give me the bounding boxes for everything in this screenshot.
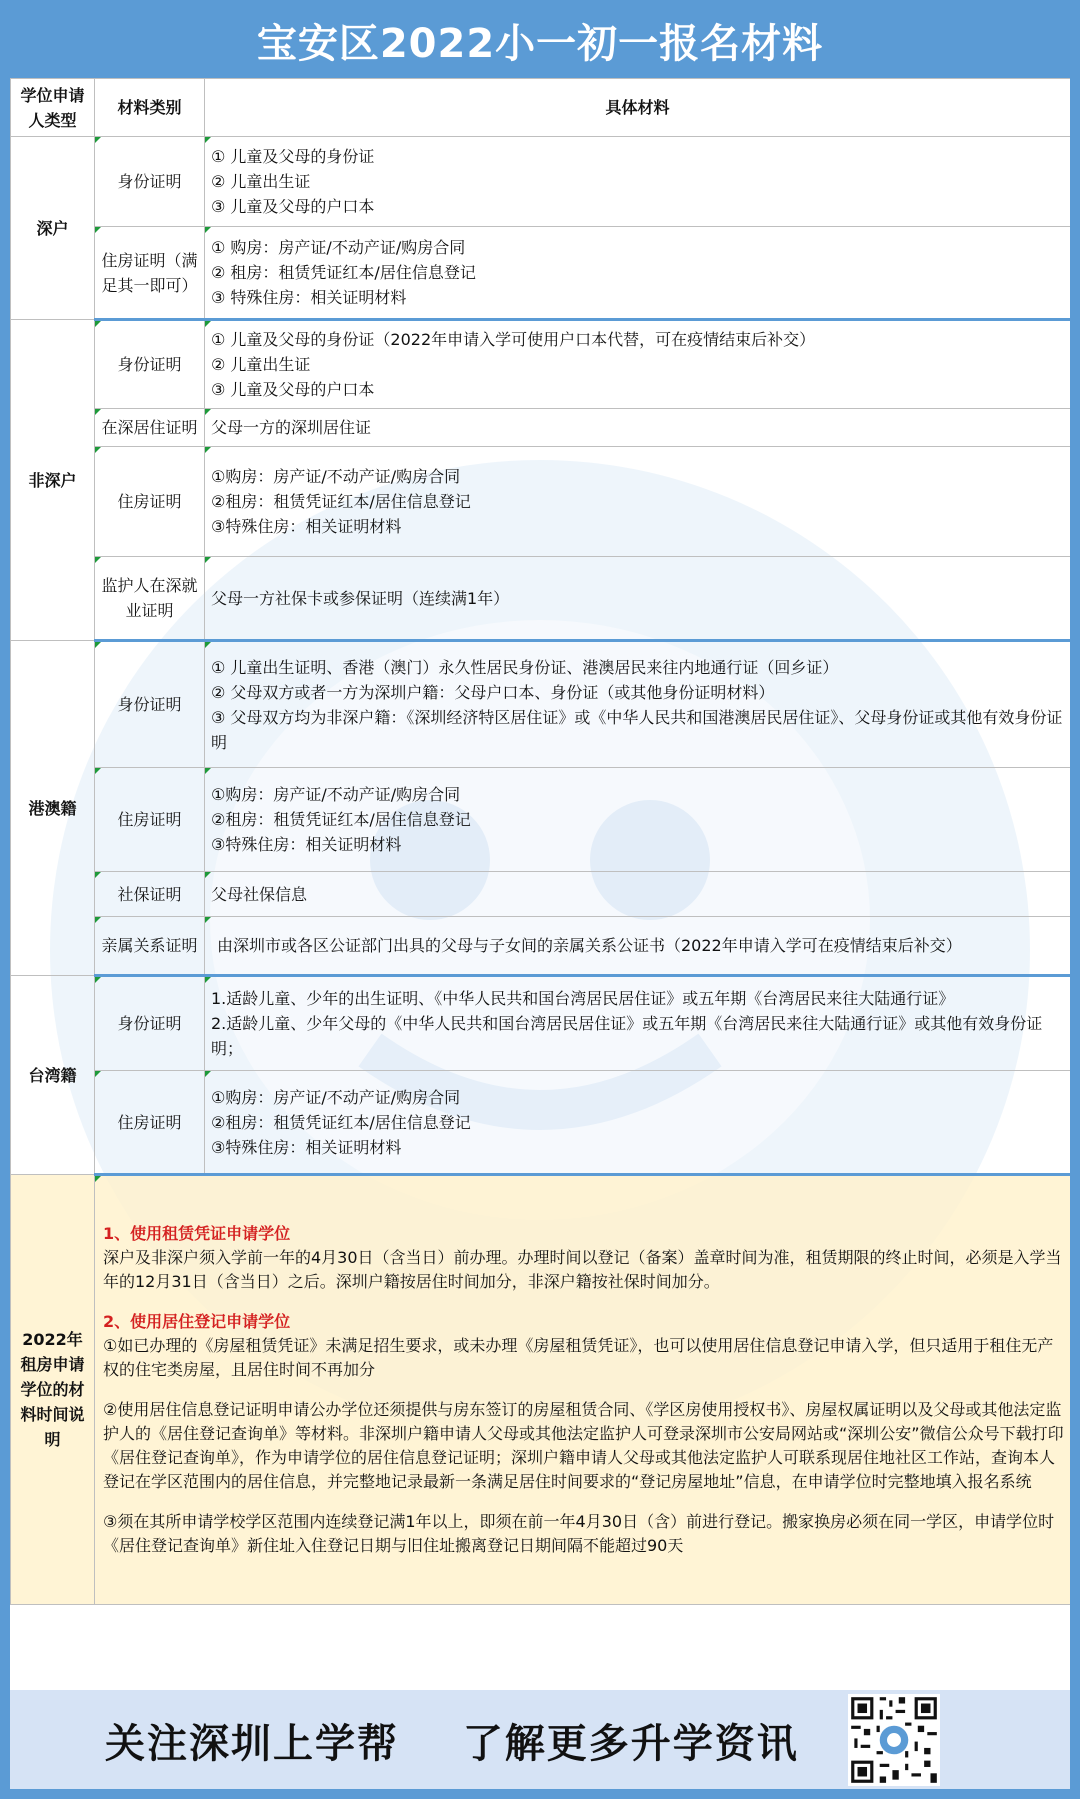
detail-line: ①购房：房产证/不动产证/购房合同	[211, 1087, 461, 1107]
category-cell: 住房证明（满足其一即可）	[95, 227, 205, 320]
detail-line: ③ 儿童及父母的户口本	[211, 380, 375, 399]
detail-line: ③特殊住房：相关证明材料	[211, 517, 402, 536]
footer-follow: 关注深圳上学帮	[105, 1721, 399, 1767]
detail-cell	[205, 976, 1071, 1071]
detail-line: 2.适龄儿童、少年父母的《中华人民共和国台湾居民居住证》或五年期《台湾居民来往大陆通行证》或其他有效身份证明；	[211, 1014, 1043, 1058]
category-cell: 亲属关系证明	[95, 917, 205, 976]
note-paragraph: ③须在其所申请学校学区范围内连续登记满1年以上，即须在前一年4月30日（含）前进行登记。搬家换房必须在同一学区，申请学位时《居住登记查询单》新住址入住登记日期与旧住址搬离登记日期间隔不能超过90天	[103, 1512, 1055, 1555]
category-cell: 住房证明	[95, 1071, 205, 1175]
table-header-row	[11, 79, 1071, 137]
table-row	[11, 872, 1071, 917]
detail-line: ① 购房：房产证/不动产证/购房合同	[211, 238, 466, 257]
detail-cell	[205, 137, 1071, 227]
category-cell: 住房证明	[95, 768, 205, 872]
detail-line: ③特殊住房：相关证明材料	[211, 835, 402, 854]
detail-line: ① 儿童及父母的身份证	[211, 147, 375, 166]
detail-line: ②租房：租赁凭证红本/居住信息登记	[211, 810, 471, 829]
header-details: 具体材料	[205, 79, 1071, 137]
table-row	[11, 768, 1071, 872]
detail-line: 由深圳市或各区公证部门出具的父母与子女间的亲属关系公证书（2022年申请入学可在疫情结束后补交）	[217, 936, 962, 955]
applicant-type-cell: 深户	[11, 137, 95, 320]
table-row	[11, 641, 1071, 768]
table-row	[11, 409, 1071, 447]
applicant-type-cell: 非深户	[11, 320, 95, 641]
detail-line: ③ 儿童及父母的户口本	[211, 197, 375, 216]
detail-cell	[205, 768, 1071, 872]
rental-note-row	[11, 1175, 1071, 1605]
detail-line: ③ 特殊住房：相关证明材料	[211, 288, 407, 307]
detail-cell	[205, 447, 1071, 557]
category-cell: 身份证明	[95, 320, 205, 409]
category-cell: 住房证明	[95, 447, 205, 557]
table-row	[11, 976, 1071, 1071]
note-title-cell: 2022年租房申请学位的材料时间说明	[11, 1175, 95, 1605]
detail-line: 父母社保信息	[211, 884, 308, 904]
table-row	[11, 557, 1071, 641]
detail-line: ② 租房：租赁凭证红本/居住信息登记	[211, 263, 476, 282]
table-row	[11, 917, 1071, 976]
category-cell: 社保证明	[95, 872, 205, 917]
note-paragraph: 深户及非深户须入学前一年的4月30日（含当日）前办理。办理时间以登记（备案）盖章时间为准，租赁期限的终止时间，必须是入学当年的12月31日（含当日）之后。深圳户籍按居住时间加分，非深户籍按社保时间加分。	[103, 1248, 1062, 1291]
detail-line: ② 儿童出生证	[211, 172, 311, 191]
category-cell: 身份证明	[95, 976, 205, 1071]
detail-line: ② 父母双方或者一方为深圳户籍：父母户口本、身份证（或其他身份证明材料）	[211, 682, 775, 702]
category-cell: 监护人在深就业证明	[95, 557, 205, 641]
table-row	[11, 1071, 1071, 1175]
applicant-type-cell: 台湾籍	[11, 976, 95, 1175]
footer-banner	[10, 1690, 1070, 1789]
detail-line: ②租房：租赁凭证红本/居住信息登记	[211, 1112, 471, 1132]
detail-line: ① 儿童及父母的身份证（2022年申请入学可使用户口本代替，可在疫情结束后补交）	[211, 330, 816, 349]
note-paragraph: ②使用居住信息登记证明申请公办学位还须提供与房东签订的房屋租赁合同、《学区房使用授权书》、房屋权属证明以及父母或其他法定监护人的《居住登记查询单》等材料。非深圳户籍申请人父母或其他法定监护人可登录深圳市公安局网站或“深圳公安”微信公众号下载打印《居住登记查询单》，作为申请学位的居住信息登记证明；深圳户籍申请人父母或其他法定监护人可联系现居住地社区工作站，查询本人登记在学区范围内的居住信息，并完整地记录最新一条满足居住时间要求的“登记房屋地址”信息，在申请学位时完整地填入报名系统	[103, 1400, 1064, 1491]
detail-line: ②租房：租赁凭证红本/居住信息登记	[211, 492, 471, 511]
table-row	[11, 137, 1071, 227]
detail-cell	[205, 917, 1071, 976]
header-category: 材料类别	[95, 79, 205, 137]
detail-line: 1.适龄儿童、少年的出生证明、《中华人民共和国台湾居民居住证》或五年期《台湾居民来往大陆通行证》	[211, 989, 955, 1008]
detail-cell	[205, 557, 1071, 641]
table-row	[11, 320, 1071, 409]
note-paragraph: ①如已办理的《房屋租赁凭证》未满足招生要求，或未办理《房屋租赁凭证》，也可以使用居住信息登记申请入学，但只适用于租住无产权的住宅类房屋，且居住时间不再加分	[103, 1336, 1054, 1379]
table-row	[11, 447, 1071, 557]
detail-line: ③ 父母双方均为非深户籍：《深圳经济特区居住证》或《中华人民共和国港澳居民居住证》、父母身份证或其他有效身份证明	[211, 707, 1063, 752]
detail-line: ① 儿童出生证明、香港（澳门）永久性居民身份证、港澳居民来往内地通行证（回乡证）	[211, 657, 839, 677]
table-row	[11, 227, 1071, 320]
footer-learn-more: 了解更多升学资讯	[462, 1721, 799, 1767]
footer-text	[105, 1712, 799, 1769]
applicant-type-cell: 港澳籍	[11, 641, 95, 976]
header-applicant-type: 学位申请人类型	[11, 79, 95, 137]
qr-code-icon[interactable]	[848, 1694, 940, 1786]
detail-cell	[205, 409, 1071, 447]
detail-line: 父母一方社保卡或参保证明（连续满1年）	[211, 588, 510, 608]
note-heading-2: 2、使用居住登记申请学位	[103, 1312, 291, 1331]
detail-cell	[205, 641, 1071, 768]
note-detail-cell	[95, 1175, 1071, 1605]
detail-cell	[205, 872, 1071, 917]
detail-line: ①购房：房产证/不动产证/购房合同	[211, 467, 461, 486]
detail-line: ①购房：房产证/不动产证/购房合同	[211, 785, 461, 804]
materials-table	[10, 78, 1070, 1605]
detail-cell	[205, 320, 1071, 409]
detail-line: ③特殊住房：相关证明材料	[211, 1137, 402, 1157]
category-cell: 身份证明	[95, 641, 205, 768]
category-cell: 在深居住证明	[95, 409, 205, 447]
detail-line: ② 儿童出生证	[211, 355, 311, 374]
page-title: 宝安区2022小一初一报名材料	[10, 10, 1070, 78]
detail-cell	[205, 1071, 1071, 1175]
detail-line: 父母一方的深圳居住证	[211, 418, 372, 437]
poster	[10, 10, 1070, 1789]
category-cell: 身份证明	[95, 137, 205, 227]
detail-cell	[205, 227, 1071, 320]
note-heading-1: 1、使用租赁凭证申请学位	[103, 1224, 291, 1243]
